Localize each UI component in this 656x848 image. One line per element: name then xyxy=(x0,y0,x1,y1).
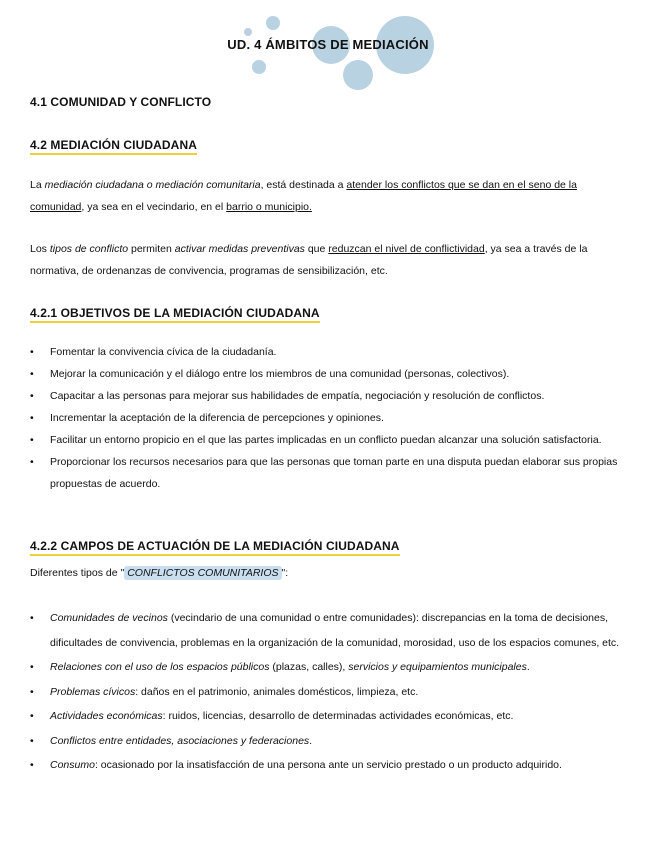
campos-intro-text-1: Diferentes tipos de " xyxy=(30,567,125,579)
campo-text: (vecindario de una comunidad o entre comunidades): discrepancias en la toma de decisiones, dificultades de convivencia, problemas en la organización de la comunidad, morosidad, uso de los espacios comunes, etc. xyxy=(50,612,620,649)
campo-text: . xyxy=(309,734,313,747)
heading-4-2-text: 4.2 MEDIACIÓN CIUDADANA xyxy=(30,138,197,155)
paragraph-tipos xyxy=(30,238,616,282)
campos-list xyxy=(30,606,620,778)
p1-text-2: , está destinada a xyxy=(260,179,347,191)
p2-text-3: que xyxy=(304,243,329,255)
list-item: • Capacitar a las personas para mejorar sus habilidades de empatía, negociación y resolución de conflictos. xyxy=(30,385,620,407)
campo-text: : daños en el patrimonio, animales domésticos, limpieza, etc. xyxy=(135,685,419,698)
list-item xyxy=(30,606,620,655)
heading-4-2-1 xyxy=(30,306,320,323)
campo-title: Actividades económicas xyxy=(50,710,163,722)
list-item xyxy=(30,680,620,705)
list-item xyxy=(30,655,620,680)
heading-4-2-1-text: 4.2.1 OBJETIVOS DE LA MEDIACIÓN CIUDADANA xyxy=(30,306,320,323)
campo-title: Relaciones con el uso de los espacios públicos xyxy=(50,661,270,673)
paragraph-definition xyxy=(30,174,616,218)
highlight-conflictos-comunitarios: CONFLICTOS COMUNITARIOS xyxy=(124,566,281,580)
list-item xyxy=(30,729,620,754)
p1-underlined-2: barrio o municipio. xyxy=(226,201,312,213)
list-item: • Incrementar la aceptación de la diferencia de percepciones y opiniones. xyxy=(30,407,620,429)
list-item: • Proporcionar los recursos necesarios para que las personas que toman parte en una disputa puedan elaborar sus propias propuestas de acuerdo. xyxy=(30,451,620,495)
page-title: UD. 4 ÁMBITOS DE MEDIACIÓN xyxy=(227,37,429,52)
decor-bubble-small-left xyxy=(252,60,266,74)
decor-bubble-small-top xyxy=(266,16,280,30)
heading-4-1: 4.1 COMUNIDAD Y CONFLICTO xyxy=(30,95,212,109)
p2-text-2: permiten xyxy=(128,243,175,255)
campos-intro xyxy=(30,562,616,584)
decor-bubble-bottom xyxy=(343,60,373,90)
p2-emphasis-1: tipos de conflicto xyxy=(49,243,129,255)
list-item xyxy=(30,753,620,778)
campos-intro-text-2: ": xyxy=(281,567,289,579)
campo-title-2: servicios y equipamientos municipales xyxy=(348,661,527,673)
list-item: • Facilitar un entorno propicio en el que las partes implicadas en un conflicto puedan alcanzar una solución satisfactoria. xyxy=(30,429,620,451)
objetivos-list xyxy=(30,341,620,495)
p1-text-1: La xyxy=(30,179,45,191)
p2-text-1: Los xyxy=(30,243,50,255)
p2-underlined: reduzcan el nivel de conflictividad xyxy=(328,243,485,255)
campo-title: Conflictos entre entidades, asociaciones y federaciones xyxy=(50,734,310,747)
heading-4-2 xyxy=(30,138,197,155)
campo-text: (plazas, calles), xyxy=(269,661,349,673)
campo-text: : ocasionado por la insatisfacción de una persona ante un servicio prestado o un producto adquirido. xyxy=(94,759,562,771)
p1-emphasis: mediación ciudadana o mediación comunitaria xyxy=(44,179,261,191)
campo-text-2: . xyxy=(526,661,530,673)
list-item: • Fomentar la convivencia cívica de la ciudadanía. xyxy=(30,341,620,363)
campo-title: Consumo xyxy=(50,759,95,771)
heading-4-2-2-text: 4.2.2 CAMPOS DE ACTUACIÓN DE LA MEDIACIÓN CIUDADANA xyxy=(30,539,400,556)
campo-title: Problemas cívicos xyxy=(50,685,136,698)
decor-bubble-tiny xyxy=(244,28,252,36)
list-item: • Mejorar la comunicación y el diálogo entre los miembros de una comunidad (personas, colectivos). xyxy=(30,363,620,385)
p2-text-4: , ya sea a través de la normativa, de ordenanzas de convivencia, programas de sensibilización, etc. xyxy=(30,243,588,277)
list-item xyxy=(30,704,620,729)
p1-underlined-1: atender los conflictos que se dan en el seno de la comunidad xyxy=(30,179,577,213)
campo-text: : ruidos, licencias, desarrollo de determinadas actividades económicas, etc. xyxy=(162,710,514,722)
campo-title: Comunidades de vecinos xyxy=(50,612,168,624)
p2-emphasis-2: activar medidas preventivas xyxy=(174,243,305,255)
heading-4-2-2 xyxy=(30,539,400,556)
p1-text-3: , ya sea en el vecindario, en el xyxy=(81,201,227,213)
